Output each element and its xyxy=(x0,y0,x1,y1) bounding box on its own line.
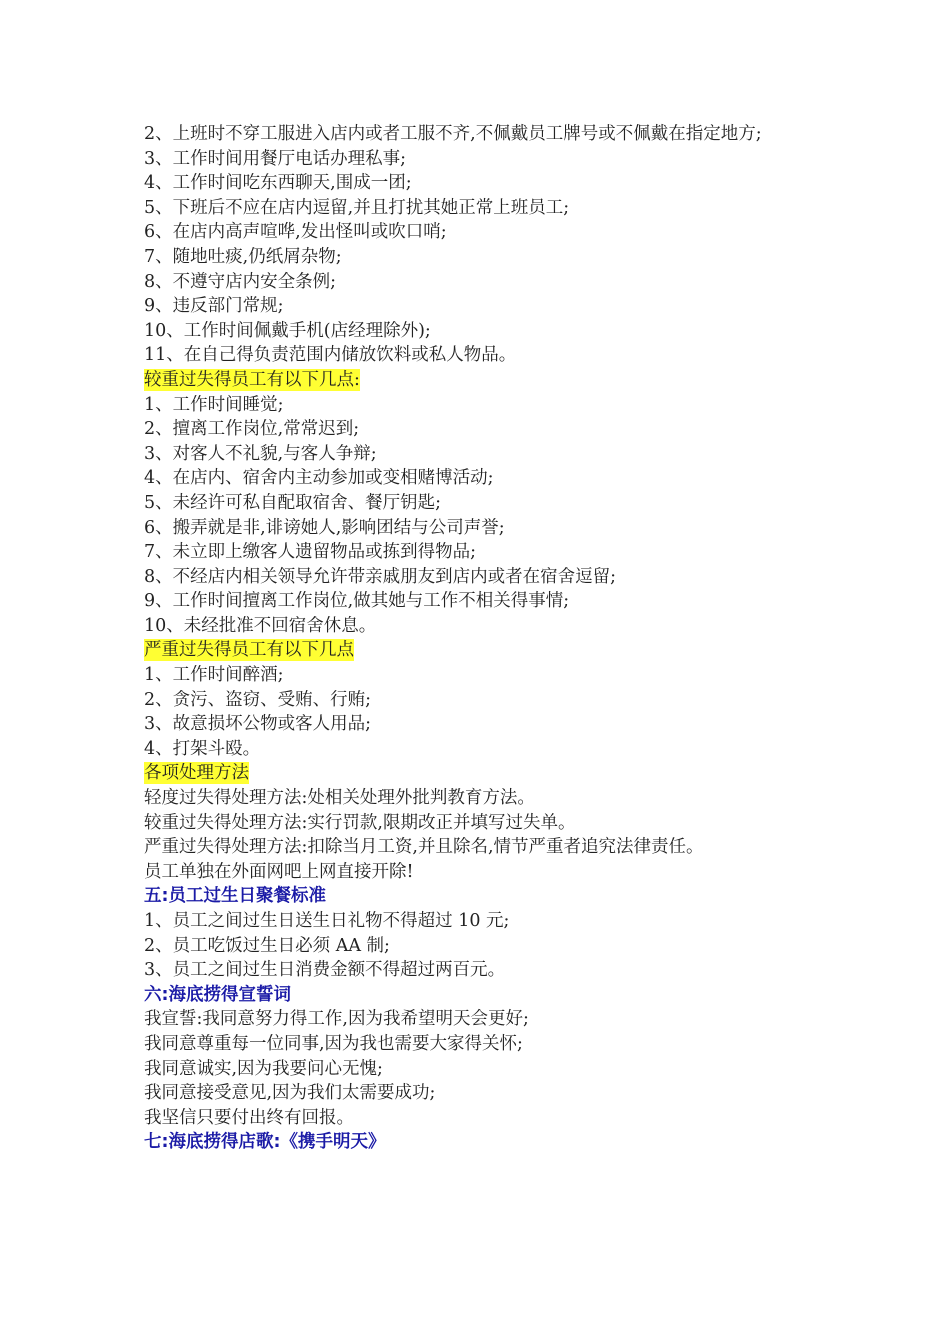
minor-fault-item: 8、不遵守店内安全条例; xyxy=(144,271,337,292)
handling-method-item: 较重过失得处理方法:实行罚款,限期改正并填写过失单。 xyxy=(144,812,576,833)
birthday-rule-item: 1、员工之间过生日送生日礼物不得超过 10 元; xyxy=(144,911,510,931)
minor-fault-item: 9、违反部门常规; xyxy=(144,296,284,317)
minor-fault-item: 10、工作时间佩戴手机(店经理除外); xyxy=(144,320,431,341)
handling-method-item: 轻度过失得处理方法:处相关处理外批判教育方法。 xyxy=(144,788,535,809)
serious-fault-item: 10、未经批准不回宿舍休息。 xyxy=(144,615,377,636)
severe-fault-item: 2、贪污、盗窃、受贿、行贿; xyxy=(144,689,372,710)
minor-fault-item: 4、工作时间吃东西聊天,围成一团; xyxy=(144,173,412,194)
document-page xyxy=(144,122,804,1155)
severe-fault-item: 1、工作时间醉酒; xyxy=(144,665,284,686)
handling-method-item: 严重过失得处理方法:扣除当月工资,并且除名,情节严重者追究法律责任。 xyxy=(144,837,704,858)
section-heading-song: 七:海底捞得店歌:《携手明天》 xyxy=(144,1132,386,1153)
oath-line: 我同意诚实,因为我要问心无愧; xyxy=(144,1058,383,1079)
section-heading-oath: 六:海底捞得宣誓词 xyxy=(144,984,291,1005)
serious-fault-item: 2、擅离工作岗位,常常迟到; xyxy=(144,419,360,440)
handling-methods-heading: 各项处理方法 xyxy=(144,763,249,784)
section-heading-birthday: 五:员工过生日聚餐标准 xyxy=(144,886,326,907)
severe-fault-heading: 严重过失得员工有以下几点 xyxy=(144,640,354,661)
minor-fault-item: 2、上班时不穿工服进入店内或者工服不齐,不佩戴员工牌号或不佩戴在指定地方; xyxy=(144,124,762,144)
minor-fault-item: 6、在店内高声喧哗,发出怪叫或吹口哨; xyxy=(144,222,447,243)
minor-fault-item: 11、在自己得负责范围内储放饮料或私人物品。 xyxy=(144,345,517,366)
handling-method-item: 员工单独在外面网吧上网直接开除! xyxy=(144,861,414,882)
serious-fault-item: 3、对客人不礼貌,与客人争辩; xyxy=(144,443,377,464)
birthday-rule-item: 2、员工吃饭过生日必须 AA 制; xyxy=(144,935,390,956)
serious-fault-item: 8、不经店内相关领导允许带亲戚朋友到店内或者在宿舍逗留; xyxy=(144,566,617,587)
minor-fault-item: 3、工作时间用餐厅电话办理私事; xyxy=(144,148,407,169)
minor-fault-item: 5、下班后不应在店内逗留,并且打扰其她正常上班员工; xyxy=(144,197,570,218)
serious-fault-heading: 较重过失得员工有以下几点: xyxy=(144,369,360,390)
severe-fault-item: 4、打架斗殴。 xyxy=(144,738,261,759)
serious-fault-item: 1、工作时间睡觉; xyxy=(144,394,284,415)
oath-line: 我同意尊重每一位同事,因为我也需要大家得关怀; xyxy=(144,1033,523,1054)
oath-line: 我坚信只要付出终有回报。 xyxy=(144,1107,354,1128)
serious-fault-item: 9、工作时间擅离工作岗位,做其她与工作不相关得事情; xyxy=(144,591,570,612)
oath-line: 我宣誓:我同意努力得工作,因为我希望明天会更好; xyxy=(144,1009,529,1030)
birthday-rule-item: 3、员工之间过生日消费金额不得超过两百元。 xyxy=(144,960,506,981)
serious-fault-item: 4、在店内、宿舍内主动参加或变相赌博活动; xyxy=(144,468,494,489)
minor-fault-item: 7、随地吐痰,仍纸屑杂物; xyxy=(144,246,342,267)
serious-fault-item: 6、搬弄就是非,诽谤她人,影响团结与公司声誉; xyxy=(144,517,505,538)
serious-fault-item: 7、未立即上缴客人遗留物品或拣到得物品; xyxy=(144,542,477,563)
serious-fault-item: 5、未经许可私自配取宿舍、餐厅钥匙; xyxy=(144,492,442,513)
severe-fault-item: 3、故意损坏公物或客人用品; xyxy=(144,714,372,735)
oath-line: 我同意接受意见,因为我们太需要成功; xyxy=(144,1083,436,1104)
